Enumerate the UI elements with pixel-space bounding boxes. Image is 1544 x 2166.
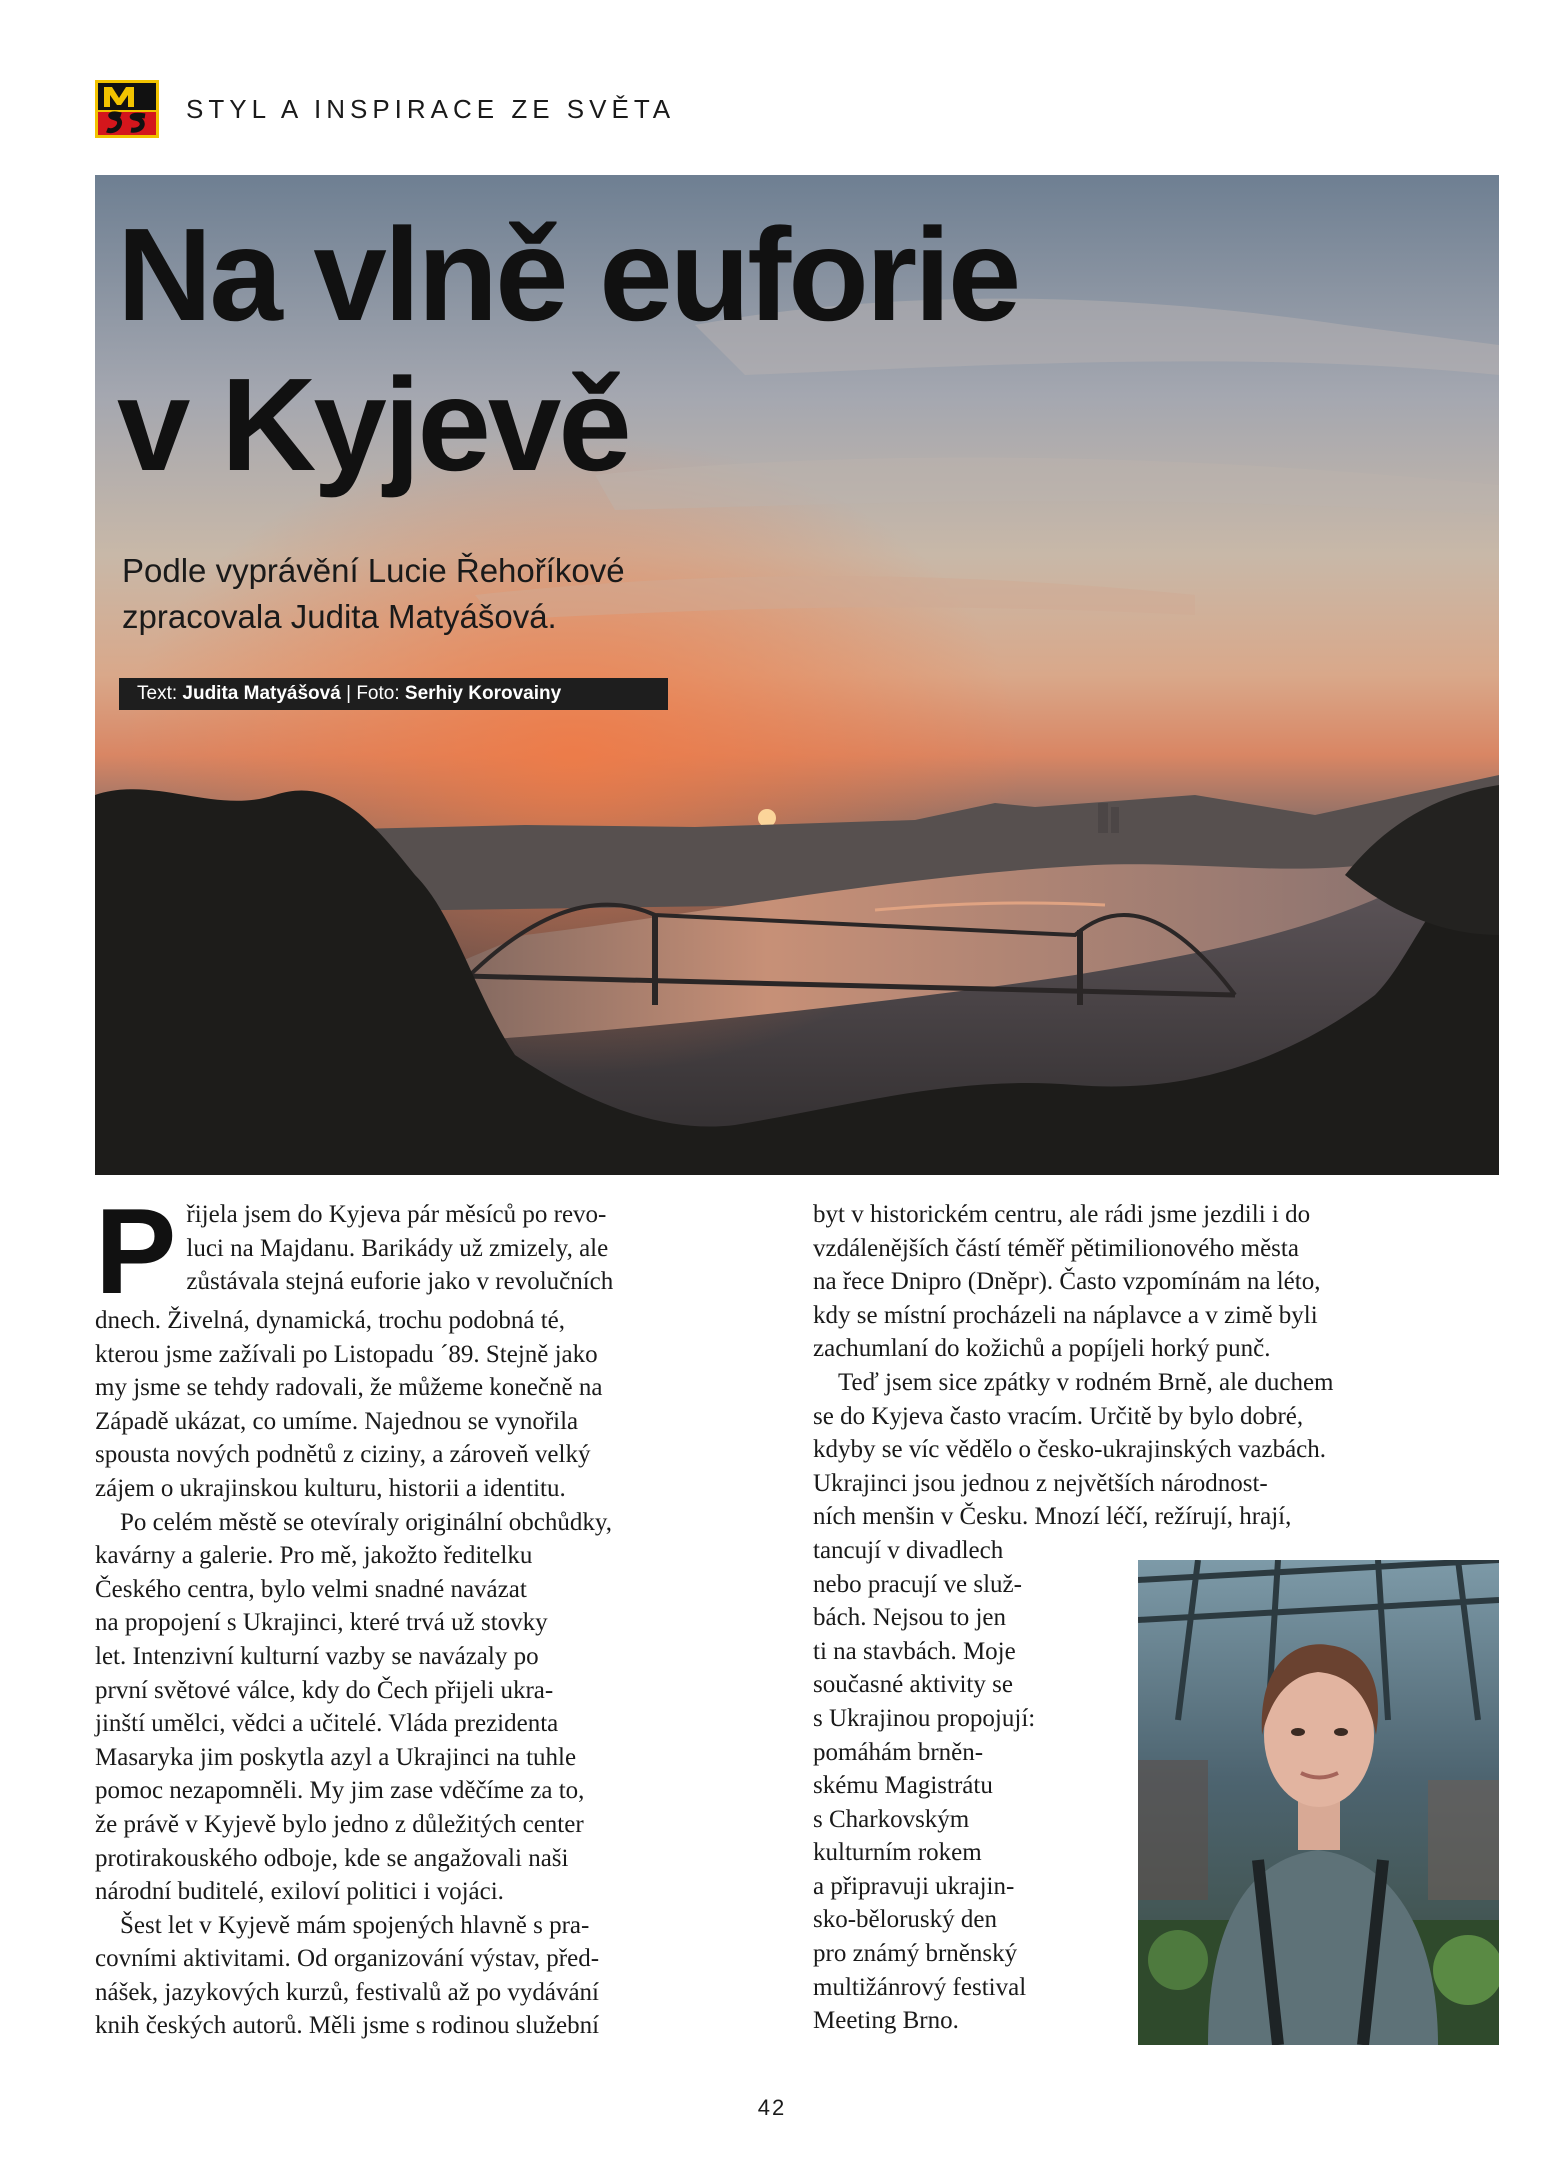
text-line: tancují v divadlech bbox=[813, 1536, 1004, 1564]
text-line: na propojení s Ukrajinci, které trvá už stovky bbox=[95, 1609, 548, 1637]
headline bbox=[117, 200, 1018, 500]
lede-line: zpracovala Judita Matyášová. bbox=[122, 598, 557, 635]
credit-photographer: Serhiy Korovainy bbox=[404, 683, 562, 704]
text-line: pro známý brněnský bbox=[813, 1940, 1018, 1968]
text-line: že právě v Kyjevě bylo jedno z důležitých center bbox=[95, 1810, 584, 1838]
lede-line: Podle vyprávění Lucie Řehoříkové bbox=[122, 552, 625, 589]
text-line: Západě ukázat, co umíme. Najednou se vynořila bbox=[95, 1407, 579, 1435]
article-column-1 bbox=[95, 1183, 785, 2043]
text-line: Masaryka jim poskytla azyl a Ukrajinci na tuhle bbox=[95, 1743, 577, 1771]
hero-image bbox=[95, 175, 1499, 1175]
text-line: multižánrový festival bbox=[813, 1973, 1027, 2001]
text-line: kulturním rokem bbox=[813, 1839, 982, 1867]
paragraph bbox=[95, 1304, 785, 1506]
paragraph bbox=[813, 1198, 1503, 1366]
text-line: let. Intenzivní kulturní vazby se navázaly po bbox=[95, 1642, 539, 1670]
text-line: byt v historickém centru, ale rádi jsme jezdili i do bbox=[813, 1201, 1311, 1228]
text-line: kdyby se víc vědělo o česko-ukrajinských vazbách. bbox=[813, 1436, 1327, 1464]
paragraph bbox=[95, 1909, 785, 2043]
text-line: současné aktivity se bbox=[813, 1671, 1013, 1699]
text-line: bách. Nejsou to jen bbox=[813, 1604, 1007, 1632]
credit-photo-label: Foto: bbox=[356, 683, 405, 704]
credit-author: Judita Matyášová bbox=[182, 683, 341, 704]
text-line: protirakouského odboje, kde se angažovali naši bbox=[95, 1844, 569, 1872]
text-line: se do Kyjeva často vracím. Určitě by bylo dobré, bbox=[813, 1402, 1304, 1430]
text-line: vzdálenějších částí téměř pětimilionového města bbox=[813, 1234, 1299, 1262]
section-label: STYL A INSPIRACE ZE SVĚTA bbox=[186, 94, 676, 124]
text-line: kavárny a galerie. Pro mě, jakožto ředitelku bbox=[95, 1542, 533, 1570]
magazine-logo-icon bbox=[95, 80, 159, 138]
text-line: ních menšin v Česku. Mnozí léčí, režírují, hrají, bbox=[813, 1503, 1292, 1531]
text-line: zůstávala stejná euforie jako v revolučních bbox=[186, 1268, 614, 1296]
text-line: národní buditelé, exiloví politici i vojáci. bbox=[95, 1878, 504, 1906]
photo-credit-bar bbox=[119, 678, 668, 710]
text-line: knih českých autorů. Měli jsme s rodinou služební bbox=[95, 2012, 600, 2040]
text-line: nášek, jazykových kurzů, festivalů až po vydávání bbox=[95, 1978, 599, 2006]
text-line: kterou jsme zažívali po Listopadu ´89. Stejně jako bbox=[95, 1340, 598, 1368]
text-line: skému Magistrátu bbox=[813, 1772, 993, 1800]
paragraph bbox=[95, 1183, 785, 1319]
text-line: Teď jsem sice zpátky v rodném Brně, ale duchem bbox=[838, 1368, 1334, 1396]
text-line: Šest let v Kyjevě mám spojených hlavně s pra- bbox=[120, 1911, 590, 1939]
text-line: s Charkovským bbox=[813, 1805, 970, 1833]
headline-line: Na vlně euforie bbox=[117, 201, 1019, 348]
text-line: zachumlaní do kožichů a popíjeli horký punč. bbox=[813, 1335, 1271, 1363]
text-line: Českého centra, bylo velmi snadné navázat bbox=[95, 1575, 527, 1603]
woman-portrait-photo bbox=[1138, 1560, 1499, 2045]
text-line: řijela jsem do Kyjeva pár měsíců po revo- bbox=[186, 1201, 607, 1228]
text-line: Meeting Brno. bbox=[813, 2007, 959, 2035]
text-line: zájem o ukrajinskou kulturu, historii a identitu. bbox=[95, 1474, 566, 1502]
text-line: sko-běloruský den bbox=[813, 1906, 997, 1934]
text-line: první světové válce, kdy do Čech přijeli ukra- bbox=[95, 1676, 554, 1704]
page-number: 42 bbox=[757, 2095, 787, 2120]
text-line: Po celém městě se otevíraly originální obchůdky, bbox=[120, 1508, 613, 1536]
text-line: pomáhám brněn- bbox=[813, 1738, 984, 1766]
text-line: pomoc nezapomněli. My jim zase vděčíme za to, bbox=[95, 1777, 585, 1805]
text-line: ti na stavbách. Moje bbox=[813, 1637, 1016, 1665]
text-line: jinští umělci, vědci a učitelé. Vláda prezidenta bbox=[95, 1710, 559, 1738]
portrait-image bbox=[1138, 1560, 1499, 2045]
text-line: luci na Majdanu. Barikády už zmizely, ale bbox=[186, 1234, 609, 1262]
text-line: spousta nových podnětů z ciziny, a zároveň velký bbox=[95, 1441, 591, 1469]
text-line: s Ukrajinou propojují: bbox=[813, 1704, 1036, 1732]
lede bbox=[122, 548, 625, 640]
text-line: my jsme se tehdy radovali, že můžeme konečně na bbox=[95, 1374, 603, 1402]
headline-line: v Kyjevě bbox=[117, 351, 629, 498]
text-line: nebo pracují ve služ- bbox=[813, 1570, 1022, 1598]
credit-separator: | bbox=[340, 683, 357, 704]
credit-text-label: Text: bbox=[137, 683, 183, 704]
paragraph bbox=[95, 1506, 785, 1909]
text-line: a připravuji ukrajin- bbox=[813, 1872, 1015, 1900]
text-line: kdy se místní procházeli na náplavce a v zimě byli bbox=[813, 1301, 1318, 1329]
drop-cap: P bbox=[95, 1183, 177, 1319]
text-line: Ukrajinci jsou jednou z největších národnost- bbox=[813, 1469, 1268, 1497]
text-line: covními aktivitami. Od organizování výstav, před- bbox=[95, 1945, 600, 1973]
text-line: na řece Dnipro (Dněpr). Často vzpomínám na léto, bbox=[813, 1268, 1321, 1296]
text-line: dnech. Živelná, dynamická, trochu podobná té, bbox=[95, 1307, 565, 1334]
